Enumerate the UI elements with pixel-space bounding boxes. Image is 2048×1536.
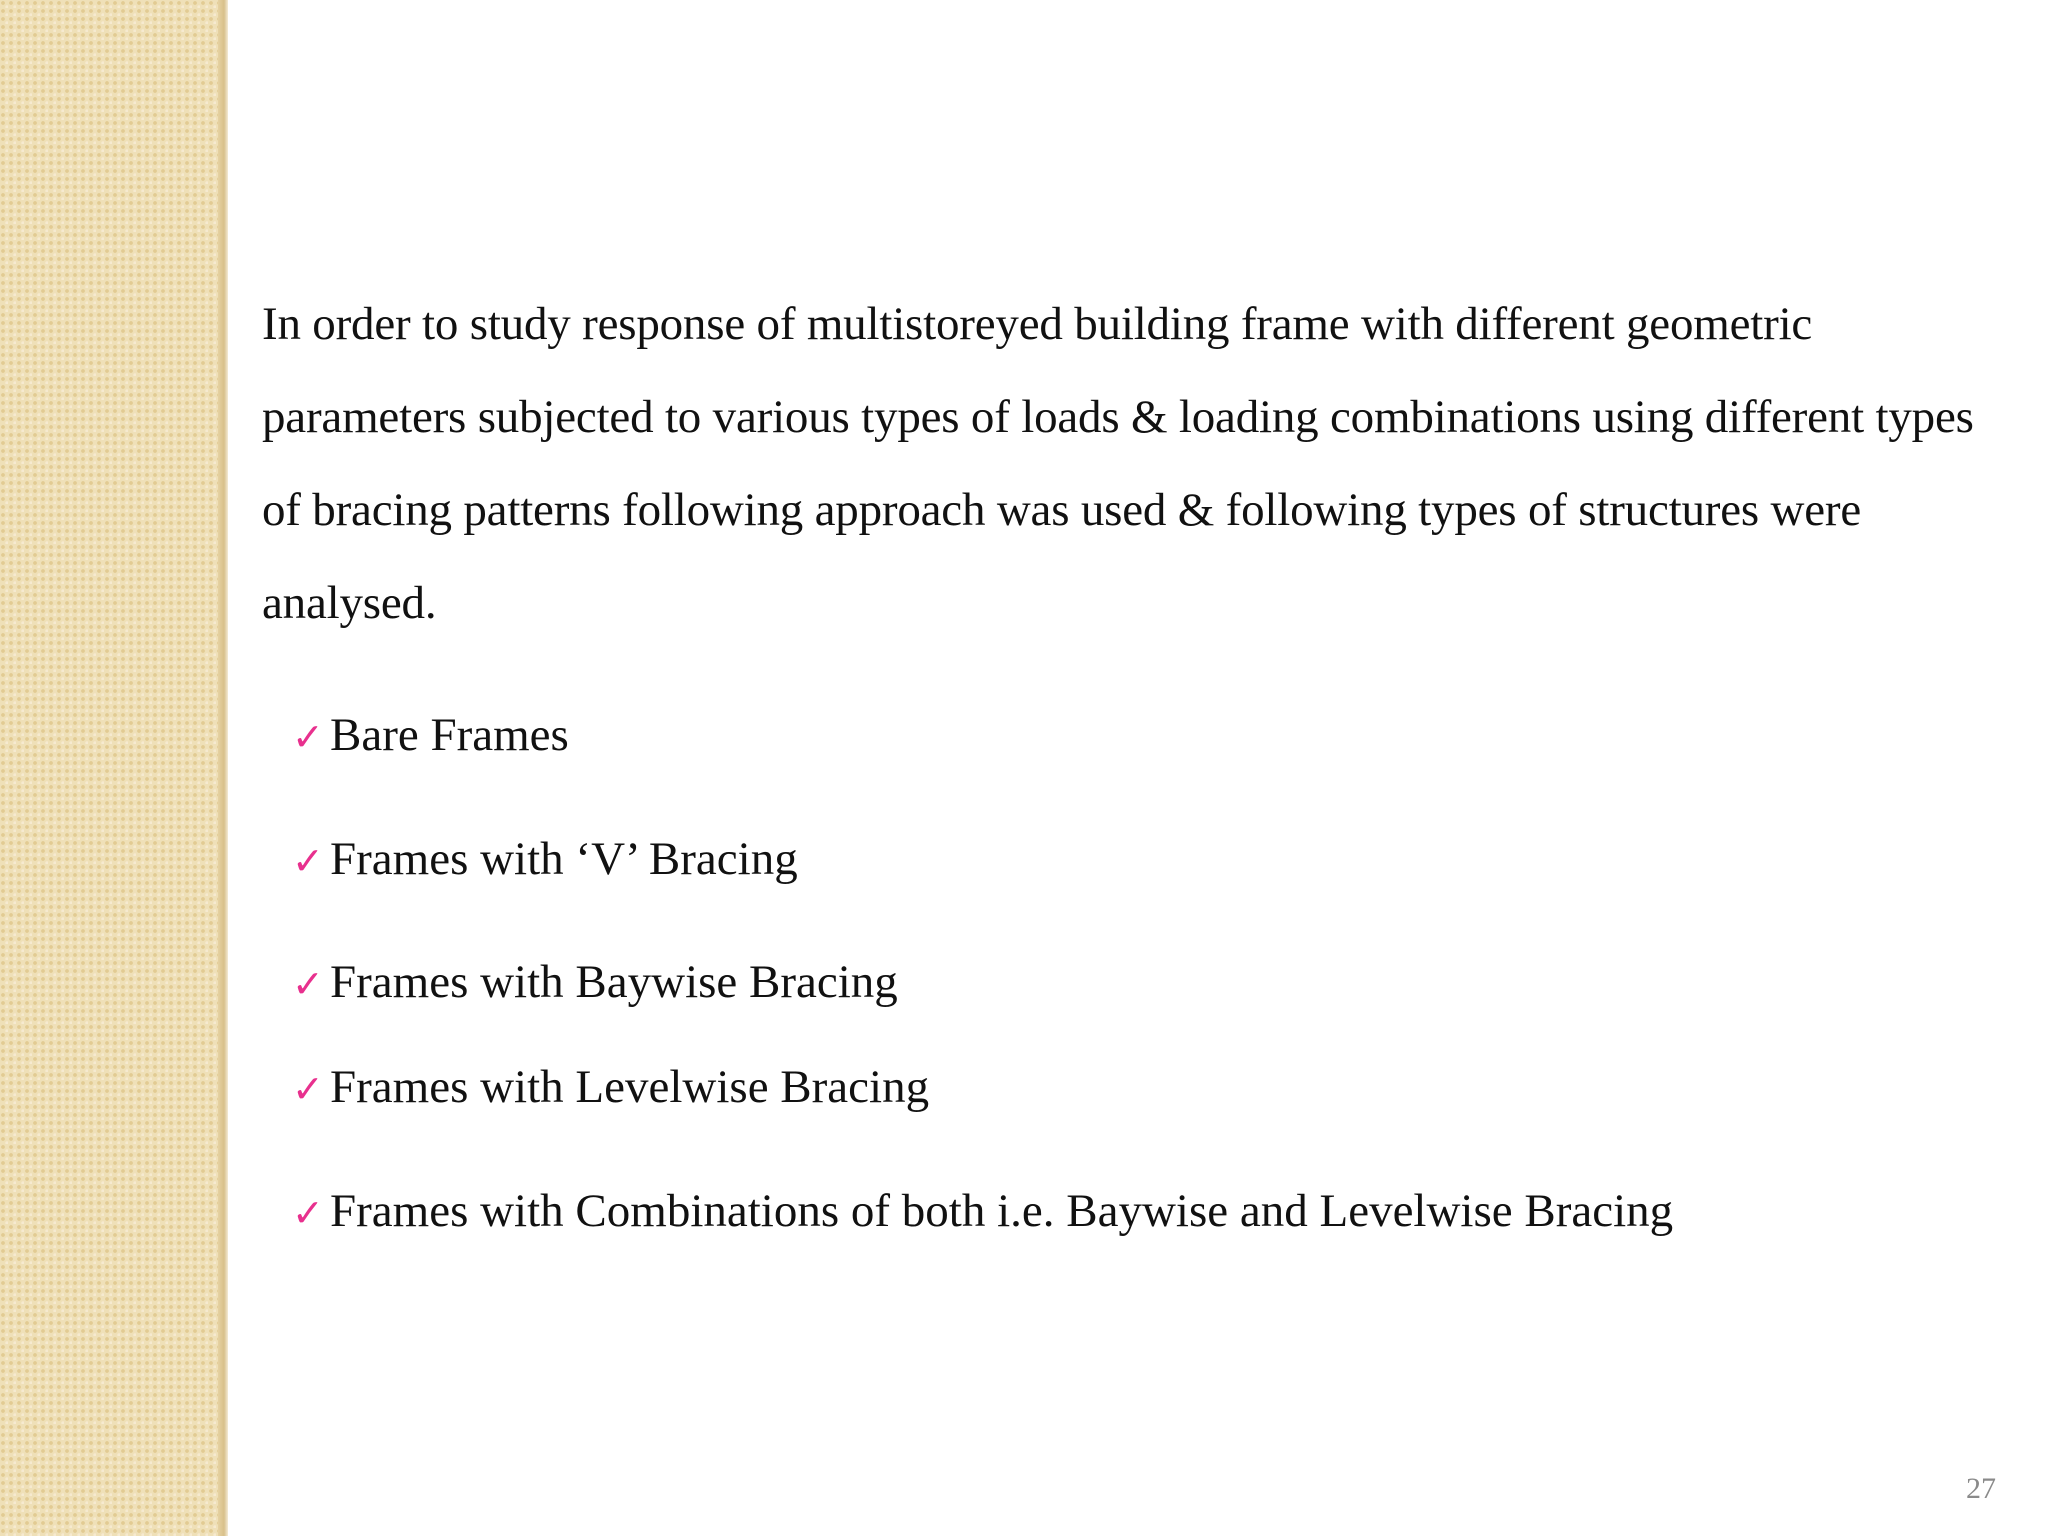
list-item: [292, 708, 569, 764]
checkmark-icon: ✓: [292, 962, 324, 1006]
list-item-label: Frames with Levelwise Bracing: [330, 1061, 930, 1113]
checkmark-icon: ✓: [292, 1067, 324, 1111]
list-item-label: Frames with Baywise Bracing: [330, 956, 898, 1008]
page-number: 27: [1966, 1472, 1996, 1505]
list-item: [292, 832, 798, 888]
intro-paragraph: In order to study response of multistoreyed building frame with different geometric parameters subjected to various types of loads & loading combinations using different types of bracing patterns following approach was used & following types of structures were analysed.: [262, 298, 1974, 629]
side-band-edge: [218, 0, 228, 1536]
list-item: [292, 1184, 1673, 1240]
checkmark-icon: ✓: [292, 1191, 324, 1235]
checkmark-icon: ✓: [292, 839, 324, 883]
list-item-label: Bare Frames: [330, 709, 569, 761]
list-item: [292, 1060, 929, 1116]
list-item: [292, 955, 898, 1011]
list-item-label: Frames with ‘V’ Bracing: [330, 833, 798, 885]
checkmark-icon: ✓: [292, 715, 324, 759]
list-item-label: Frames with Combinations of both i.e. Baywise and Levelwise Bracing: [330, 1185, 1674, 1237]
slide-content: [262, 278, 2002, 1237]
decorative-side-band: [0, 0, 226, 1536]
